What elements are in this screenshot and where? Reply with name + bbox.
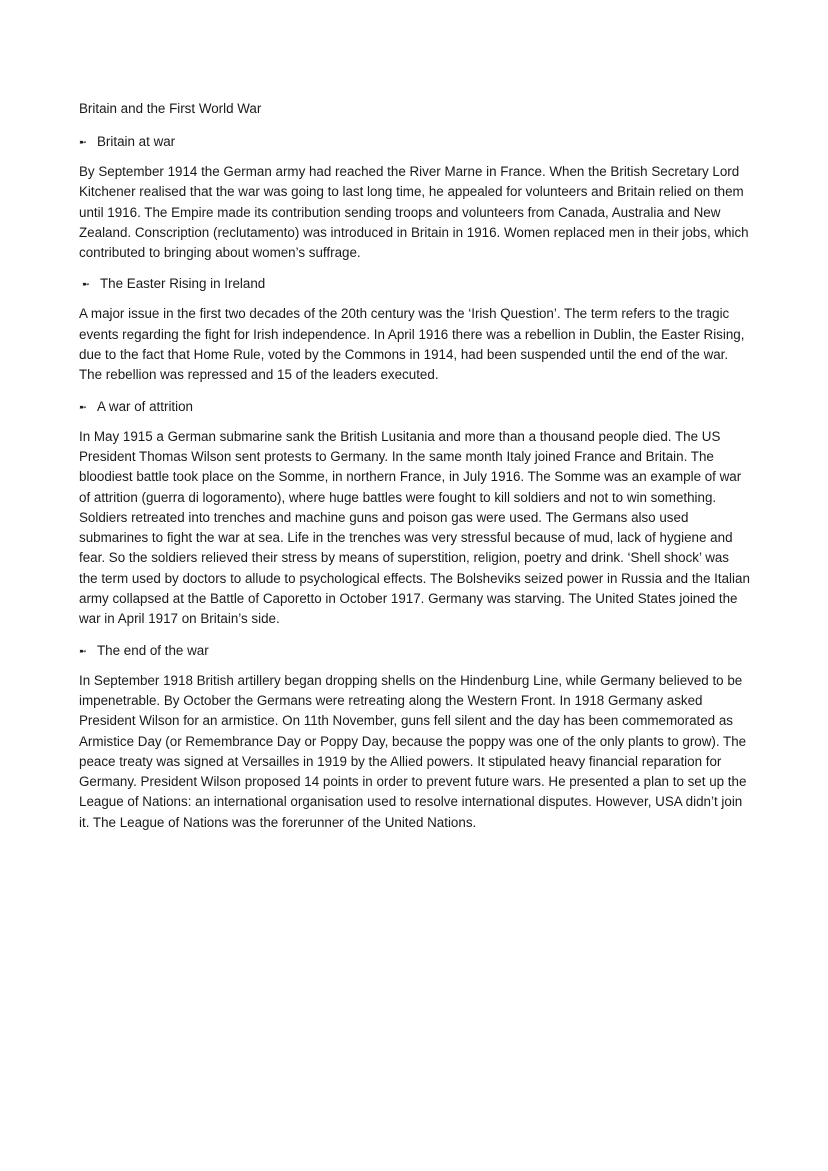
section-end-of-war xyxy=(79,641,751,833)
document-title: Britain and the First World War xyxy=(79,101,262,116)
arrow-bullet-icon: ➼ xyxy=(79,401,86,412)
section-heading xyxy=(79,397,751,417)
section-heading xyxy=(79,274,751,294)
section-heading xyxy=(79,132,751,152)
arrow-bullet-icon: ➼ xyxy=(79,137,86,147)
document-page xyxy=(79,99,751,844)
section-heading-text: The Easter Rising in Ireland xyxy=(100,276,266,292)
section-heading-text: The end of the war xyxy=(97,642,209,658)
section-heading-text: Britain at war xyxy=(97,134,176,149)
section-body: In May 1915 a German submarine sank the British Lusitania and more than a thousand people died. The US President Thomas Wilson sent protests to Germany. In the same month Italy joined France and Britain. The bloodiest battle took place on the Somme, in northern France, in July 1916. The Somme was an example of war of attrition (guerra di logoramento), where huge battles were fought to kill soldiers and not to win something. Soldiers retreated into trenches and machine guns and poison gas were used. The Germans also used submarines to fight the war at sea. Life in the trenches was very stressful because of mud, lack of hygiene and fear. So the soldiers relieved their stress by means of superstition, religion, poetry and drink. ‘Shell shock’ was the term used by doctors to allude to psychological effects. The Bolsheviks seized power in Russia and the Italian army collapsed at the Battle of Caporetto in October 1917. Germany was starving. The United States joined the war in April 1917 on Britain’s side. xyxy=(79,428,750,627)
section-body: A major issue in the first two decades of the 20th century was the ‘Irish Question’. The term refers to the tragic events regarding the fight for Irish independence. In April 1916 there was a rebellion in Dublin, the Easter Rising, due to the fact that Home Rule, voted by the Commons in 1914, had been suspended until the end of the war. The rebellion was repressed and 15 of the leaders executed. xyxy=(79,306,745,383)
section-heading-text: A war of attrition xyxy=(97,398,194,414)
section-body: By September 1914 the German army had reached the River Marne in France. When the British Secretary Lord Kitchener realised that the war was going to last long time, he appealed for volunteers and Britain relied on them until 1916. The Empire made its contribution sending troops and volunteers from Canada, Australia and New Zealand. Conscription (reclutamento) was introduced in Britain in 1916. Women replaced men in their jobs, which contributed to bringing about women’s suffrage. xyxy=(79,164,749,261)
section-body: In September 1918 British artillery began dropping shells on the Hindenburg Line, while Germany believed to be impenetrable. By October the Germans were retreating along the Western Front. In 1918 Germany asked President Wilson for an armistice. On 11th November, guns fell silent and the day has been commemorated as Armistice Day (or Remembrance Day or Poppy Day, because the poppy was one of the only plants to grow). The peace treaty was signed at Versailles in 1919 by the Allied powers. It stipulated heavy financial reparation for Germany. President Wilson proposed 14 points in order to prevent future wars. He presented a plan to set up the League of Nations: an international organisation used to resolve international disputes. However, USA didn’t join it. The League of Nations was the forerunner of the United Nations. xyxy=(79,672,747,830)
arrow-bullet-icon: ➼ xyxy=(79,645,86,656)
arrow-bullet-icon: ➼ xyxy=(82,279,89,290)
section-war-of-attrition xyxy=(79,397,751,630)
section-heading xyxy=(79,641,751,661)
section-easter-rising xyxy=(79,274,751,385)
section-britain-at-war xyxy=(79,132,751,263)
